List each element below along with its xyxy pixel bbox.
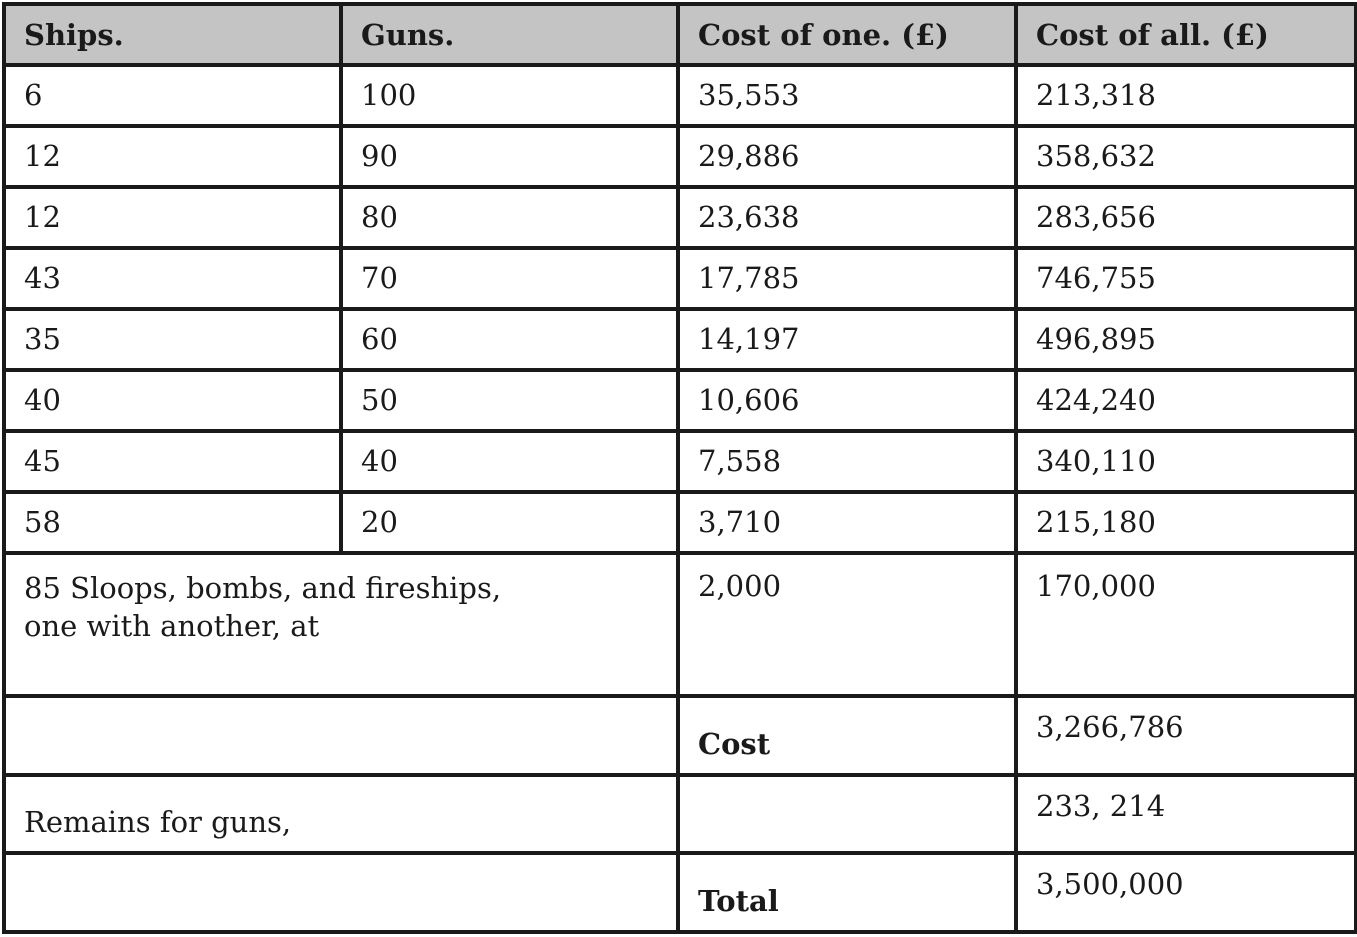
cost-one-cell: 23,638 — [678, 187, 1016, 248]
cost-one-cell: 35,553 — [678, 65, 1016, 126]
sloops-cost-all: 170,000 — [1016, 553, 1356, 697]
cost-one-cell: 7,558 — [678, 431, 1016, 492]
guns-cell: 90 — [341, 126, 678, 187]
table-row — [4, 431, 1356, 492]
guns-cell: 80 — [341, 187, 678, 248]
ships-cell: 45 — [4, 431, 341, 492]
guns-cell: 100 — [341, 65, 678, 126]
sloops-cost-one: 2,000 — [678, 553, 1016, 697]
guns-cell: 60 — [341, 309, 678, 370]
cost-all-cell: 746,755 — [1016, 248, 1356, 309]
header-guns: Guns. — [341, 4, 678, 65]
header-ships: Ships. — [4, 4, 341, 65]
ships-cell: 12 — [4, 126, 341, 187]
guns-cell: 50 — [341, 370, 678, 431]
cost-all-cell: 283,656 — [1016, 187, 1356, 248]
remains-value: 233, 214 — [1016, 775, 1356, 854]
remains-label: Remains for guns, — [4, 775, 678, 854]
total-value: 3,500,000 — [1016, 853, 1356, 932]
cost-one-cell: 29,886 — [678, 126, 1016, 187]
sloops-row — [4, 553, 1356, 697]
cost-one-cell: 10,606 — [678, 370, 1016, 431]
cost-one-cell: 14,197 — [678, 309, 1016, 370]
header-cost-of-all: Cost of all. (£) — [1016, 4, 1356, 65]
ship-cost-table — [2, 2, 1357, 934]
empty-cell — [4, 696, 678, 775]
total-row — [4, 853, 1356, 932]
cost-all-cell: 496,895 — [1016, 309, 1356, 370]
remains-row — [4, 775, 1356, 854]
ships-cell: 12 — [4, 187, 341, 248]
empty-cell — [678, 775, 1016, 854]
cost-all-cell: 215,180 — [1016, 492, 1356, 553]
ships-cell: 43 — [4, 248, 341, 309]
cost-all-cell: 340,110 — [1016, 431, 1356, 492]
header-cost-of-one: Cost of one. (£) — [678, 4, 1016, 65]
cost-all-cell: 358,632 — [1016, 126, 1356, 187]
table-row — [4, 65, 1356, 126]
table-row — [4, 309, 1356, 370]
cost-row — [4, 696, 1356, 775]
ships-cell: 58 — [4, 492, 341, 553]
header-row — [4, 4, 1356, 65]
cost-all-cell: 213,318 — [1016, 65, 1356, 126]
sloops-description: 85 Sloops, bombs, and fireships, one with another, at — [4, 553, 678, 697]
cost-all-cell: 424,240 — [1016, 370, 1356, 431]
cost-one-cell: 3,710 — [678, 492, 1016, 553]
table-row — [4, 248, 1356, 309]
ships-cell: 35 — [4, 309, 341, 370]
table-row — [4, 187, 1356, 248]
empty-cell — [4, 853, 678, 932]
cost-one-cell: 17,785 — [678, 248, 1016, 309]
guns-cell: 20 — [341, 492, 678, 553]
table-row — [4, 126, 1356, 187]
guns-cell: 40 — [341, 431, 678, 492]
table-row — [4, 370, 1356, 431]
total-label: Total — [678, 853, 1016, 932]
guns-cell: 70 — [341, 248, 678, 309]
ships-cell: 40 — [4, 370, 341, 431]
cost-label: Cost — [678, 696, 1016, 775]
cost-value: 3,266,786 — [1016, 696, 1356, 775]
ships-cell: 6 — [4, 65, 341, 126]
table-row — [4, 492, 1356, 553]
